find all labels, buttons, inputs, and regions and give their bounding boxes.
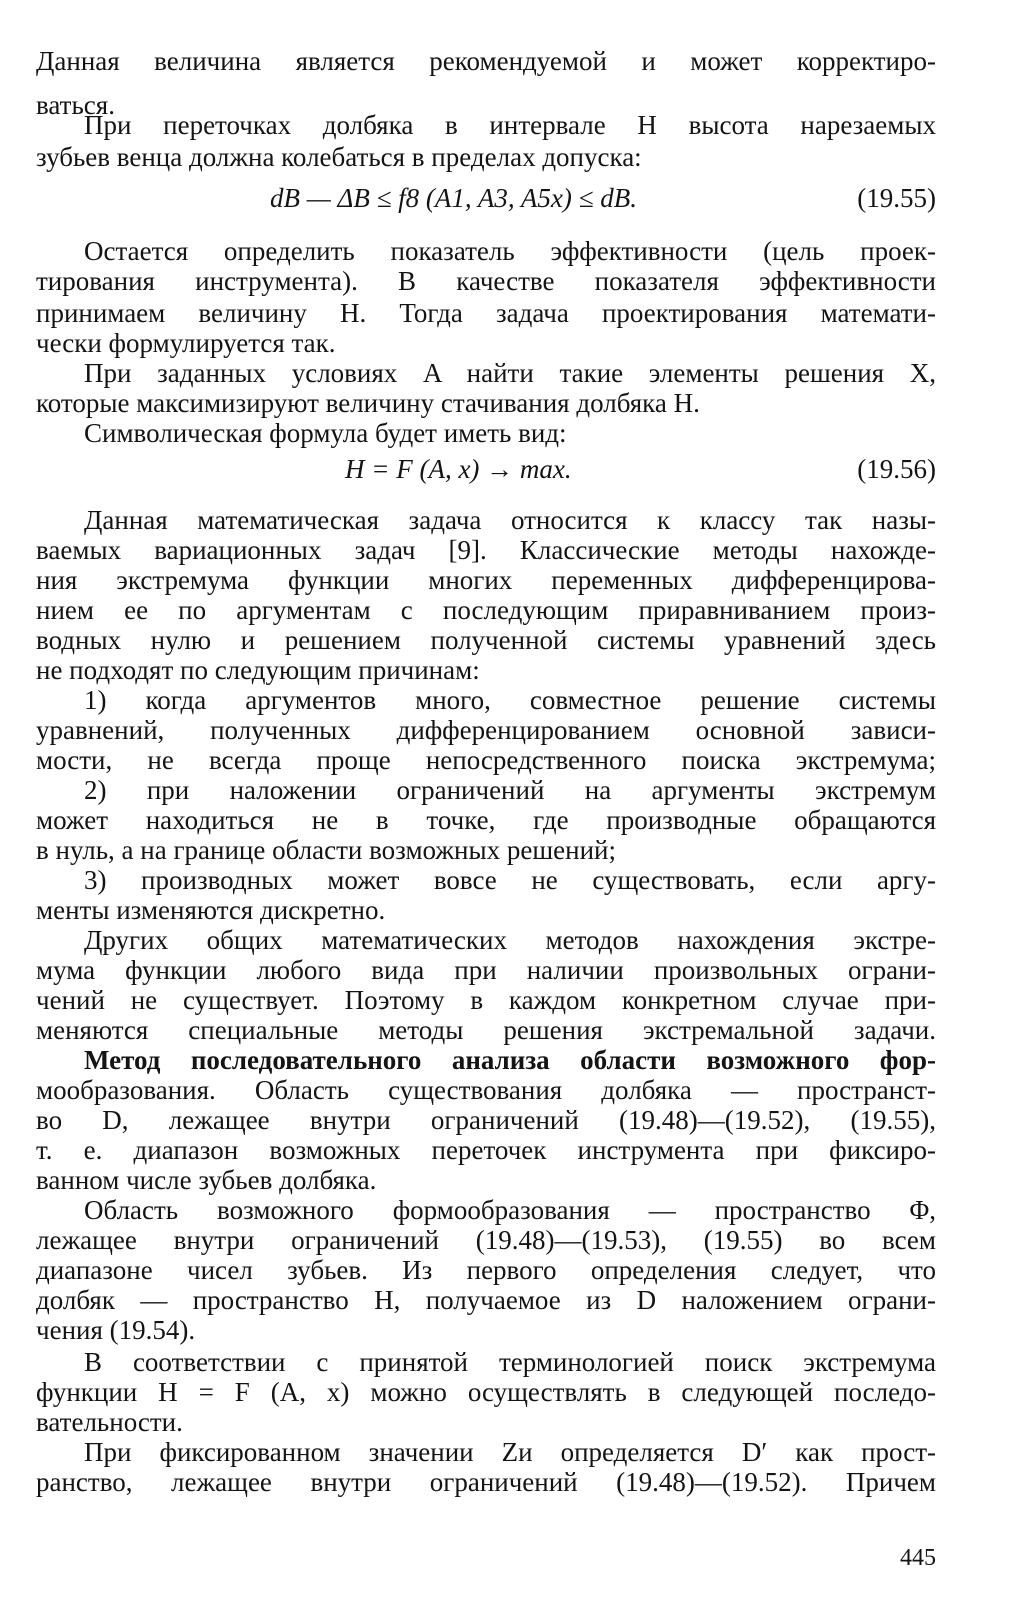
text-line: При переточках долбяка в интервале H высота нарезаемых [84,110,936,140]
text-line: может находиться не в точке, где производные обращаются [36,805,936,835]
text-line: ранство, лежащее внутри ограничений (19.48)—(19.52). Причем [36,1467,936,1497]
text-line: мума функции любого вида при наличии произвольных ограни- [36,955,936,985]
text-line: чески формулируется так. [36,328,336,358]
text-line: в нуль, а на границе области возможных решений; [36,835,616,865]
text-line: уравнений, полученных дифференцированием основной зависи- [36,715,936,745]
text-line: Символическая формула будет иметь вид: [84,418,567,448]
text-line: во D, лежащее внутри ограничений (19.48)—(19.52), (19.55), [36,1105,936,1135]
text-line: менты изменяются дискретно. [36,895,386,925]
text-line: В соответствии с принятой терминологией поиск экстремума [84,1347,936,1377]
text-line: 1) когда аргументов много, совместное решение системы [84,685,936,715]
text-line: ванном числе зубьев долбяка. [36,1165,377,1195]
text-line: водных нулю и решением полученной системы уравнений здесь [36,625,936,655]
text-line: чения (19.54). [36,1315,196,1345]
text-line: тирования инструмента). В качестве показателя эффективности [36,266,936,296]
text-line: Данная математическая задача относится к классу так назы- [84,505,936,535]
text-line: долбяк — пространство H, получаемое из D наложением ограни- [36,1285,936,1315]
text-line: функции H = F (A, x) можно осуществлять в следующей последо- [36,1377,936,1407]
equation-number: (19.55) [857,183,936,213]
text-line: ваться. [36,90,115,120]
text-line: Область возможного формообразования — пространство Φ, [84,1195,936,1225]
text-line: Остается определить показатель эффективности (цель проек- [84,236,936,266]
text-line: 2) при наложении ограничений на аргументы экстремум [84,775,936,805]
text-line: которые максимизируют величину стачивания долбяка H. [36,388,700,418]
text-line: т. е. диапазон возможных переточек инструмента при фиксиро- [36,1135,936,1165]
text-line: ваемых вариационных задач [9]. Классические методы нахожде- [36,535,936,565]
text-line: нием ее по аргументам с последующим приравниванием произ- [36,595,936,625]
formula-19-56: H = F (A, x) → max. [345,454,572,484]
text-line: зубьев венца должна колебаться в пределах допуска: [36,142,642,172]
text-line: лежащее внутри ограничений (19.48)—(19.53), (19.55) во всем [36,1225,936,1255]
formula-19-55: dB — ΔB ≤ f8 (A1, A3, A5x) ≤ dB. [270,183,637,213]
section-heading-line: Метод последовательного анализа области возможного фор- [84,1045,936,1075]
text-line: 3) производных может вовсе не существовать, если аргу- [84,865,936,895]
text-line: не подходят по следующим причинам: [36,655,480,685]
text-line: принимаем величину H. Тогда задача проектирования математи- [36,298,936,328]
text-line: При фиксированном значении Zи определяется D′ как прост- [84,1437,936,1467]
text-line: мости, не всегда проще непосредственного поиска экстремума; [36,745,936,775]
text-line: чений не существует. Поэтому в каждом конкретном случае при- [36,985,936,1015]
text-line: диапазоне чисел зубьев. Из первого определения следует, что [36,1255,936,1285]
equation-number: (19.56) [857,454,936,484]
text-line: При заданных условиях A найти такие элементы решения X, [84,358,936,388]
text-line: вательности. [36,1407,183,1437]
text-line: Данная величина является рекомендуемой и может корректиро- [36,46,936,76]
text-line: меняются специальные методы решения экстремальной задачи. [36,1015,936,1045]
text-line: ния экстремума функции многих переменных дифференцирова- [36,565,936,595]
text-line: Других общих математических методов нахождения экстре- [84,925,936,955]
page-number: 445 [900,1545,936,1571]
text-line: мообразования. Область существования долбяка — пространст- [36,1075,936,1105]
